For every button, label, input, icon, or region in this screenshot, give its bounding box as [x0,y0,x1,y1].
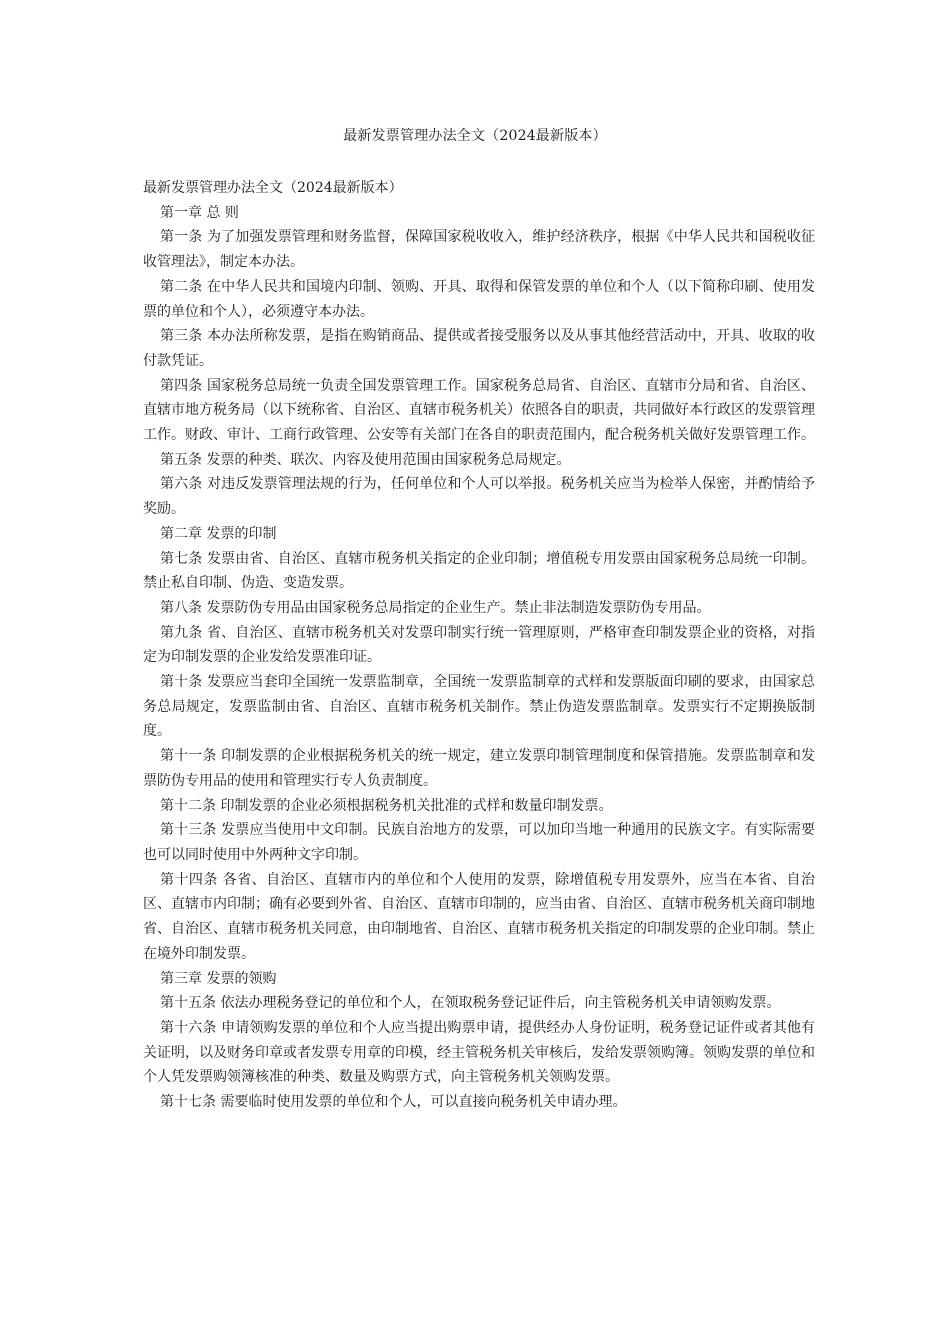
article-paragraph: 第二条 在中华人民共和国境内印制、领购、开具、取得和保管发票的单位和个人（以下简称印刷、使用发票的单位和个人），必须遵守本办法。 [143,278,815,320]
article-paragraph: 第十一条 印制发票的企业根据税务机关的统一规定，建立发票印制管理制度和保管措施。发票监制章和发票防伪专用品的使用和管理实行专人负责制度。 [143,748,815,789]
article-paragraph: 第九条 省、自治区、直辖市税务机关对发票印制实行统一管理原则，严格审查印制发票企业的资格，对指定为印制发票的企业发给发票准印证。 [143,624,815,666]
article-paragraph: 第十四条 各省、自治区、直辖市内的单位和个人使用的发票，除增值税专用发票外，应当在本省、自治区、直辖市内印制；确有必要到外省、自治区、直辖市印制的，应当由省、自治区、直辖市税务机关商印制地省、自治区、直辖市税务机关同意，由印制地省、自治区、直辖市税务机关指定的印制发票的企业印制。禁止在境外印制发票。 [143,871,815,962]
article-paragraph: 第一条 为了加强发票管理和财务监督，保障国家税收收入，维护经济秩序，根据《中华人民共和国税收征收管理法》，制定本办法。 [143,229,815,271]
document-subtitle: 最新发票管理办法全文（2024最新版本） [143,180,403,196]
article-paragraph: 第十条 发票应当套印全国统一发票监制章，全国统一发票监制章的式样和发票版面印刷的要求，由国家总务总局规定，发票监制由省、自治区、直辖市税务机关制作。禁止伪造发票监制章。发票实行不定期换版制度。 [143,674,815,740]
article-paragraph: 第十五条 依法办理税务登记的单位和个人，在领取税务登记证件后，向主管税务机关申请领购发票。 [160,995,781,1012]
article-paragraph: 第六条 对违反发票管理法规的行为，任何单位和个人可以举报。税务机关应当为检举人保密，并酌情给予奖励。 [143,476,815,518]
chapter-heading: 第一章 总 则 [160,204,239,221]
article-paragraph: 第十二条 印制发票的企业必须根据税务机关批准的式样和数量印制发票。 [160,797,613,814]
article-paragraph: 第七条 发票由省、自治区、直辖市税务机关指定的企业印制；增值税专用发票由国家税务总局统一印制。禁止私自印制、伪造、变造发票。 [143,550,815,592]
chapter-heading: 第三章 发票的领购 [160,970,277,987]
article-paragraph: 第十六条 申请领购发票的单位和个人应当提出购票申请，提供经办人身份证明，税务登记证件或者其他有关证明，以及财务印章或者发票专用章的印模，经主管税务机关审核后，发给发票领购簿。领购发票的单位和个人凭发票购领簿核准的种类、数量及购票方式，向主管税务机关领购发票。 [143,1019,815,1086]
article-paragraph: 第三条 本办法所称发票，是指在购销商品、提供或者接受服务以及从事其他经营活动中，开具、收取的收付款凭证。 [143,328,815,369]
document-body [143,176,815,1115]
article-paragraph: 第八条 发票防伪专用品由国家税务总局指定的企业生产。禁止非法制造发票防伪专用品。 [160,599,711,616]
page-title: 最新发票管理办法全文（2024最新版本） [343,128,607,144]
article-paragraph: 第十七条 需要临时使用发票的单位和个人，可以直接向税务机关申请办理。 [160,1094,627,1111]
chapter-heading: 第二章 发票的印制 [160,525,277,542]
article-paragraph: 第五条 发票的种类、联次、内容及使用范围由国家税务总局规定。 [160,451,571,468]
article-paragraph: 第十三条 发票应当使用中文印制。民族自治地方的发票，可以加印当地一种通用的民族文字。有实际需要也可以同时使用中外两种文字印制。 [143,822,815,863]
article-paragraph: 第四条 国家税务总局统一负责全国发票管理工作。国家税务总局省、自治区、直辖市分局和省、自治区、直辖市地方税务局（以下统称省、自治区、直辖市税务机关）依照各自的职责，共同做好本行政区的发票管理工作。财政、审计、工商行政管理、公安等有关部门在各自的职责范围内，配合税务机关做好发票管理工作。 [143,377,815,444]
